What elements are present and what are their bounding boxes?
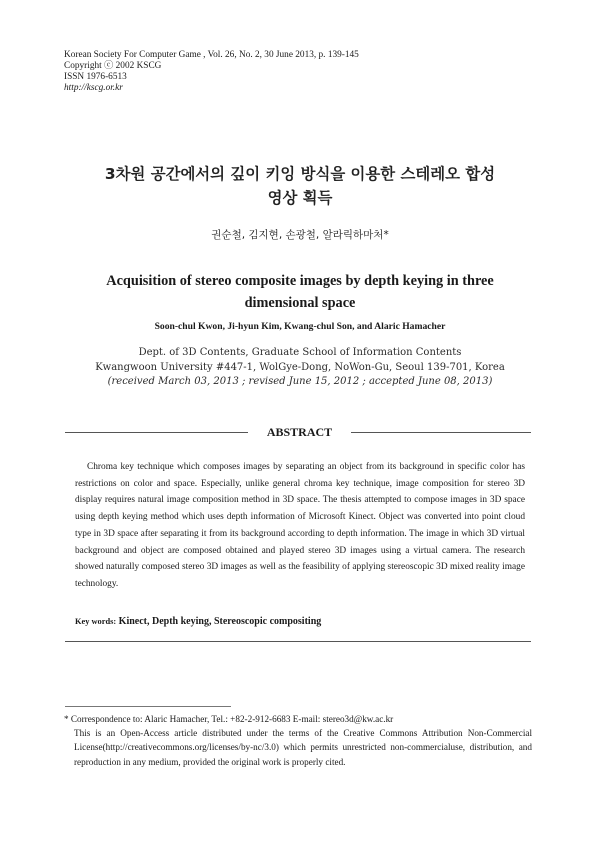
affiliation [0, 346, 600, 390]
footnote-divider [65, 706, 231, 707]
license-note: This is an Open-Access article distributed under the terms of the Creative Commons Attribution Non-Commercial License(http://creativecommons.org/licenses/by-nc/3.0) which permits unrestricted non-commercialuse, distribution, and reproduction in any medium, provided the original work is properly cited. [74, 728, 532, 767]
english-title [0, 270, 600, 314]
journal-header [64, 50, 359, 94]
received-dates: (received March 03, 2013 ; revised June 15, 2012 ; accepted June 08, 2013) [107, 376, 493, 387]
affiliation-address: Kwangwoon University #447-1, WolGye-Dong, NoWon-Gu, Seoul 139-701, Korea [95, 361, 505, 373]
keywords-label: Key words: [75, 617, 117, 626]
correspondence-note: * Correspondence to: Alaric Hamacher, Tel.: +82-2-912-6683 E-mail: stereo3d@kw.ac.kr [64, 714, 394, 724]
keywords-divider [65, 641, 531, 642]
korean-title-line-2: 영상 획득 [267, 189, 333, 207]
korean-authors: 권순철, 김지현, 손광철, 알라릭하마처* [211, 229, 389, 241]
affiliation-department: Dept. of 3D Contents, Graduate School of Information Contents [138, 347, 462, 358]
abstract-heading [65, 424, 531, 440]
footnote [64, 712, 532, 769]
english-title-line-2: dimensional space [244, 295, 356, 311]
abstract-text: Chroma key technique which composes images by separating an object from its background in specific color has restrictions on color and space. Especially, unlike general chroma key technique, image composition for stereo 3D display requires natural image composition method in 3D space. The thesis attempted to compose images in 3D space using depth keying method which uses depth information of Microsoft Kinect. Object was converted into point cloud type in 3D space after separating it from its background according to depth information. The image in which 3D virtual background and object are composed obtained and played stereo 3D images using a virtual camera. The research showed naturally composed stereo 3D images as well as the feasibility of applying stereoscopic 3D mixed reality image technology. [75, 462, 525, 589]
journal-url: http://kscg.or.kr [64, 83, 123, 93]
abstract-rule-left [65, 432, 248, 433]
korean-title-line-1: 3차원 공간에서의 깊이 키잉 방식을 이용한 스테레오 합성 [104, 165, 496, 183]
journal-citation: Korean Society For Computer Game , Vol. 26, No. 2, 30 June 2013, p. 139-145 [64, 50, 359, 60]
keywords [75, 615, 321, 629]
english-authors: Soon-chul Kwon, Ji-hyun Kim, Kwang-chul Son, and Alaric Hamacher [154, 321, 446, 332]
korean-title [0, 162, 600, 210]
abstract-title: ABSTRACT [266, 425, 333, 439]
abstract-rule-right [351, 432, 531, 433]
issn: ISSN 1976-6513 [64, 72, 127, 82]
english-title-line-1: Acquisition of stereo composite images by depth keying in three [106, 273, 494, 289]
keywords-list: Kinect, Depth keying, Stereoscopic compositing [118, 616, 322, 627]
copyright-notice: Copyright ⓒ 2002 KSCG [64, 61, 162, 71]
